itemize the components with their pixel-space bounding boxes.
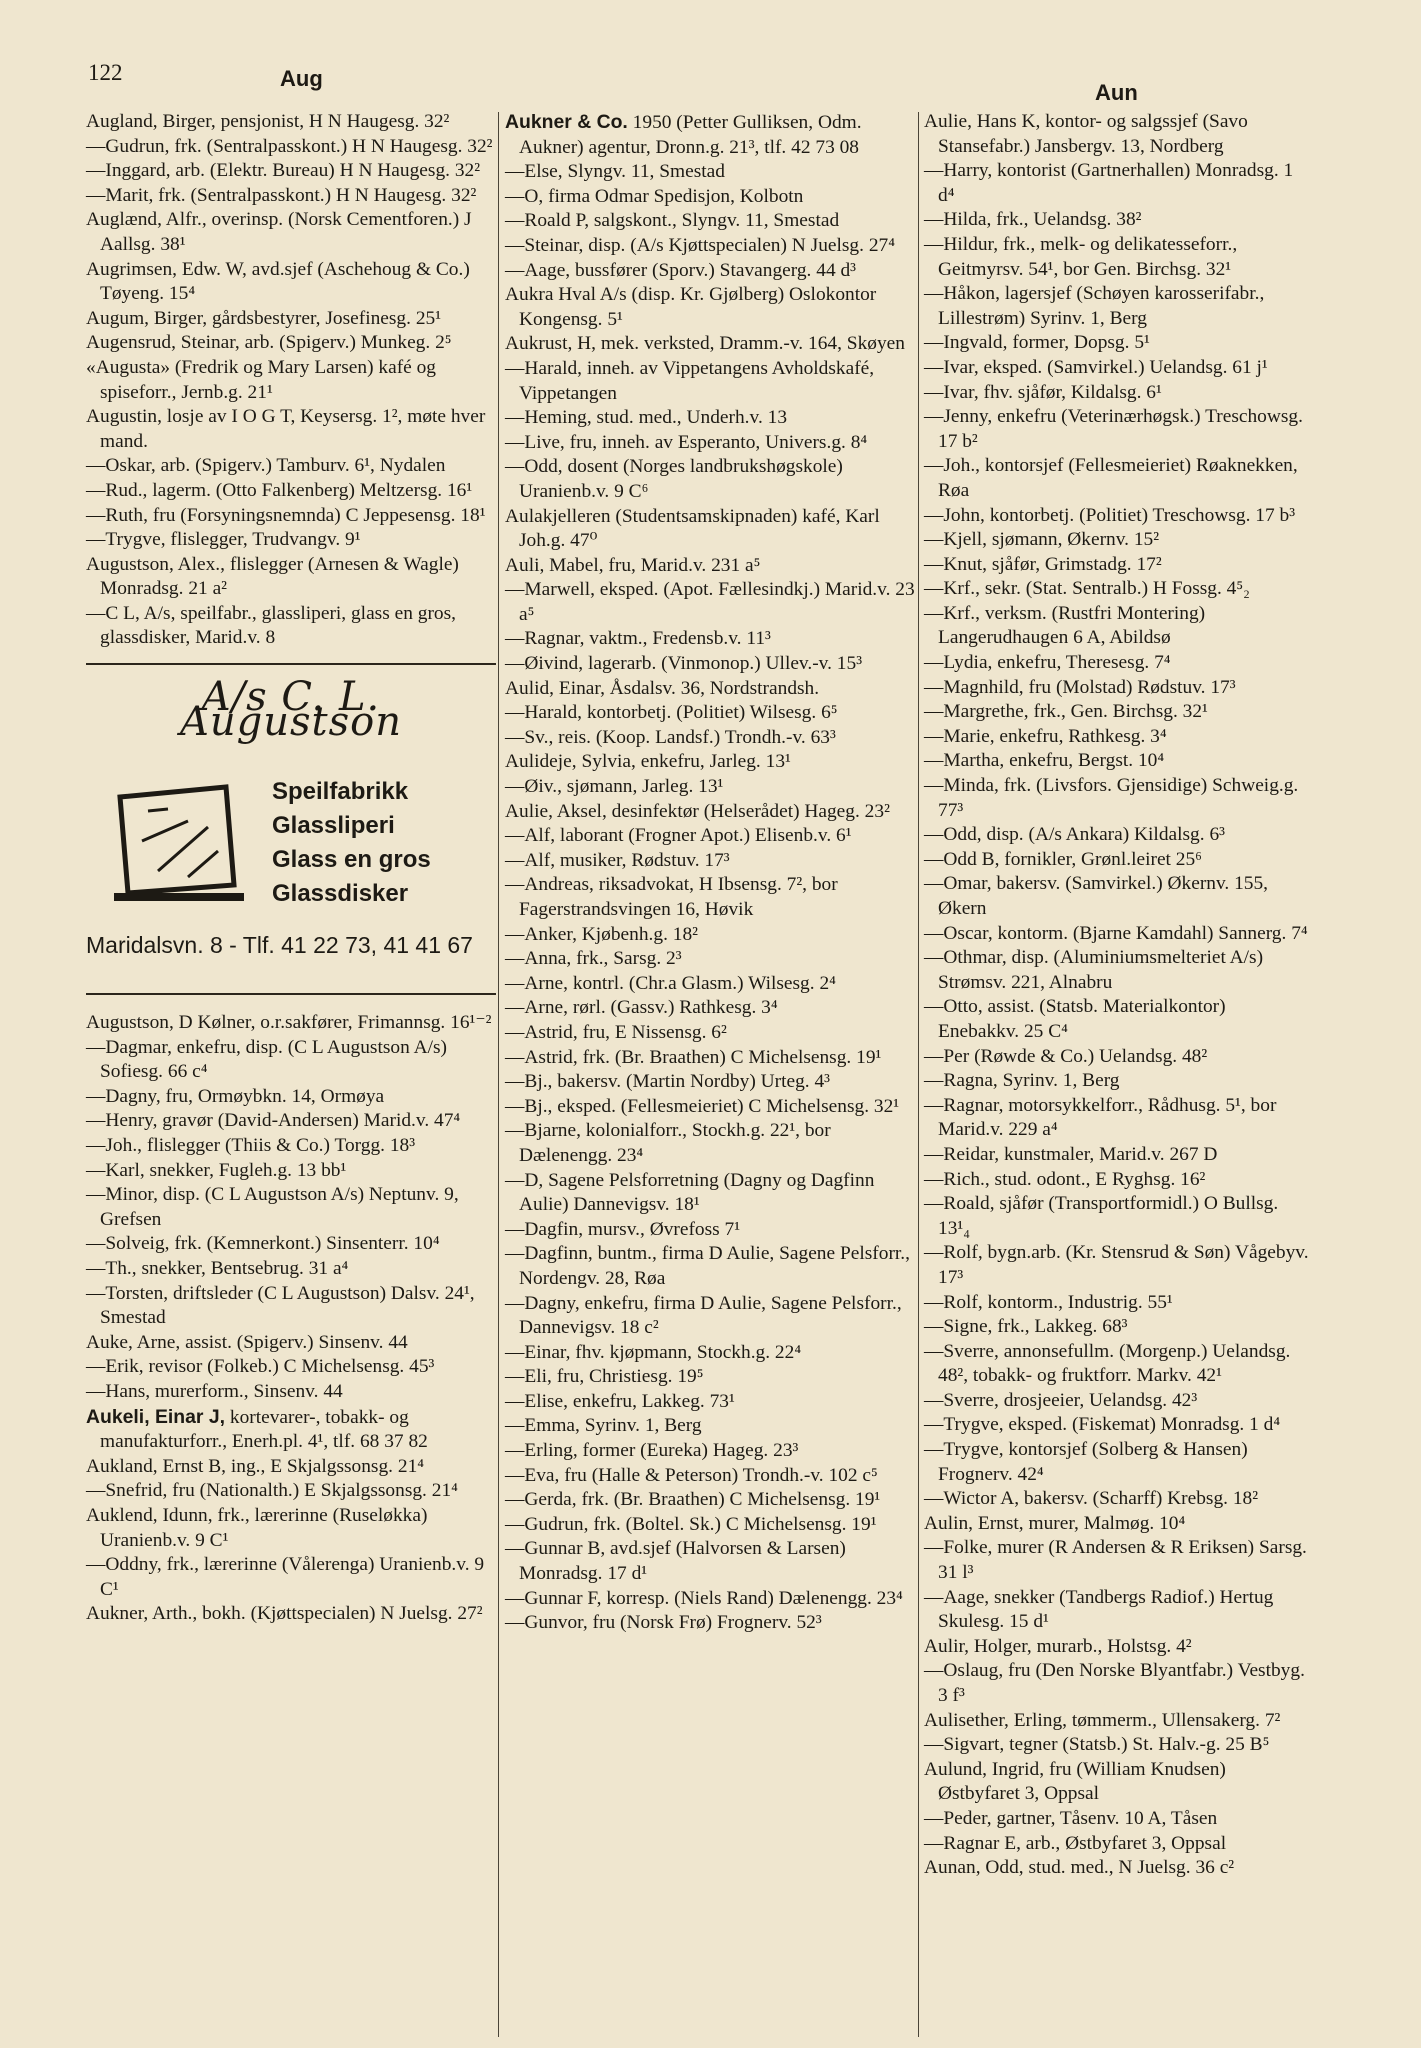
- directory-entry: [924, 233, 1309, 282]
- directory-entry: [505, 1439, 915, 1464]
- entry-text: —Solveig, frk. (Kemnerkont.) Sinsenterr. 10⁴: [86, 1233, 440, 1255]
- entry-text: —Bj., eksped. (Fellesmeieriet) C Michelsensg. 32¹: [505, 1095, 900, 1117]
- directory-entry: [924, 331, 1309, 356]
- directory-entry: [924, 1438, 1309, 1487]
- entry-text: —Dagfinn, buntm., firma D Aulie, Sagene Pelsforr., Nordengv. 28, Røa: [505, 1243, 910, 1289]
- entry-text: —Oddny, frk., lærerinne (Vålerenga) Uranienb.v. 9 C¹: [86, 1554, 485, 1600]
- entry-text: —Marit, frk. (Sentralpasskont.) H N Haugesg. 32²: [86, 184, 477, 206]
- directory-entry: [505, 1464, 915, 1489]
- directory-entry: [86, 356, 496, 405]
- entry-text: Aulie, Hans K, kontor- og salgssjef (Savo Stansefabr.) Jansbergv. 13, Nordberg: [924, 111, 1248, 157]
- entry-text: —Kjell, sjømann, Økernv. 15²: [924, 529, 1160, 551]
- column-2: [505, 110, 915, 1636]
- directory-entry: [505, 431, 915, 456]
- directory-entry: [86, 504, 496, 529]
- directory-entry: [505, 1414, 915, 1439]
- directory-entry: [86, 1504, 496, 1553]
- directory-entry: [86, 1036, 496, 1085]
- directory-entry: [924, 1094, 1309, 1143]
- directory-entry: [924, 1586, 1309, 1635]
- entry-text: —Otto, assist. (Statsb. Materialkontor) Enebakkv. 25 C⁴: [924, 996, 1226, 1042]
- entry-text: Augum, Birger, gårdsbestyrer, Josefinesg. 25¹: [86, 307, 442, 329]
- directory-entry: [86, 1011, 496, 1036]
- entry-text: —Bj., bakersv. (Martin Nordby) Urteg. 4³: [505, 1071, 830, 1093]
- entry-text: —John, kontorbetj. (Politiet) Treschowsg. 17 b³: [924, 504, 1296, 526]
- page-number: 122: [88, 60, 123, 85]
- directory-entry: [505, 972, 915, 997]
- entry-text: Augland, Birger, pensjonist, H N Haugesg. 32²: [86, 111, 450, 132]
- entry-text: —Oskar, arb. (Spigerv.) Tamburv. 6¹, Nydalen: [86, 455, 446, 477]
- directory-entry: [86, 1109, 496, 1134]
- directory-entry: [505, 1292, 915, 1341]
- entry-text: —Ragnar, vaktm., Fredensb.v. 11³: [505, 628, 771, 650]
- directory-entry: [86, 331, 496, 356]
- directory-entry: [924, 872, 1309, 921]
- entry-text: —Erik, revisor (Folkeb.) C Michelsensg. 45³: [86, 1356, 435, 1378]
- entry-text: —Harald, inneh. av Vippetangens Avholdskafé, Vippetangen: [505, 357, 875, 404]
- directory-entry: [924, 454, 1309, 503]
- entry-text: Augrimsen, Edw. W, avd.sjef (Aschehoug & Co.) Tøyeng. 15⁴: [86, 258, 470, 305]
- directory-entry: [505, 1119, 915, 1168]
- entry-text: —Snefrid, fru (Nationalth.) E Skjalgssonsg. 21⁴: [86, 1480, 458, 1502]
- entry-text: —Inggard, arb. (Elektr. Bureau) H N Haugesg. 32²: [86, 160, 481, 182]
- directory-entry: [505, 505, 915, 554]
- entry-text: —Odd, dosent (Norges landbrukshøgskole) Uranienb.v. 9 C⁶: [505, 456, 843, 502]
- entry-text: —Aage, bussfører (Sporv.) Stavangerg. 44 d³: [505, 259, 856, 281]
- directory-entry: [86, 454, 496, 479]
- entry-text: Aulideje, Sylvia, enkefru, Jarleg. 13¹: [505, 751, 791, 773]
- directory-entry: [86, 1159, 496, 1184]
- directory-entry: [86, 602, 496, 651]
- directory-entry: [86, 110, 496, 135]
- directory-entry: [924, 1241, 1309, 1290]
- directory-entry: [505, 1513, 915, 1538]
- entry-text: —Trygve, kontorsjef (Solberg & Hansen) Frognerv. 42⁴: [924, 1439, 1248, 1485]
- directory-entry: [86, 405, 496, 454]
- entry-text: —Eli, fru, Christiesg. 19⁵: [505, 1366, 704, 1388]
- entry-text: —Magnhild, fru (Molstad) Rødstuv. 17³: [924, 676, 1236, 698]
- directory-entry: [505, 1611, 915, 1636]
- entry-name-bold: Aukeli, Einar J,: [86, 1405, 226, 1428]
- column-divider: [498, 112, 499, 2037]
- directory-entry: [505, 234, 915, 259]
- ad-line: Glassliperi: [272, 812, 395, 840]
- entry-text: Aulund, Ingrid, fru (William Knudsen) Østbyfaret 3, Oppsal: [924, 1758, 1226, 1805]
- directory-entry: [86, 1479, 496, 1504]
- entry-text: —Henry, gravør (David-Andersen) Marid.v. 47⁴: [86, 1110, 461, 1132]
- directory-entry: [505, 1341, 915, 1366]
- entry-text: —Harry, kontorist (Gartnerhallen) Monradsg. 1 d⁴: [924, 160, 1294, 206]
- directory-entry: [924, 208, 1309, 233]
- entry-text: —Harald, kontorbetj. (Politiet) Wilsesg. 6⁵: [505, 702, 838, 724]
- entry-text: —Rolf, bygn.arb. (Kr. Stensrud & Søn) Vågebyv. 17³: [924, 1242, 1309, 1288]
- entry-text: —Torsten, driftsleder (C L Augustson) Dalsv. 24¹, Smestad: [86, 1282, 475, 1329]
- entry-text: Aukra Hval A/s (disp. Kr. Gjølberg) Oslokontor Kongensg. 5¹: [505, 284, 877, 330]
- directory-entry: [86, 1331, 496, 1356]
- directory-entry: [505, 1095, 915, 1120]
- entry-text: —Gunvor, fru (Norsk Frø) Frognerv. 52³: [505, 1612, 822, 1634]
- directory-entry: [505, 1218, 915, 1243]
- directory-entry: [86, 159, 496, 184]
- entry-text: «Augusta» (Fredrik og Mary Larsen) kafé og spiseforr., Jernb.g. 21¹: [86, 356, 437, 403]
- directory-entry: [505, 923, 915, 948]
- directory-entry: [505, 947, 915, 972]
- entry-text: Aulisether, Erling, tømmerm., Ullensakerg. 7²: [924, 1709, 1281, 1731]
- directory-entry: [86, 1134, 496, 1159]
- directory-entry: [86, 1183, 496, 1232]
- entry-text: —Heming, stud. med., Underh.v. 13: [505, 407, 788, 429]
- entry-text: Aulin, Ernst, murer, Malmøg. 10⁴: [924, 1512, 1186, 1534]
- directory-entry: [924, 848, 1309, 873]
- directory-entry: [86, 1355, 496, 1380]
- directory-entry: [505, 160, 915, 185]
- directory-entry: [86, 1232, 496, 1257]
- directory-entry: [924, 381, 1309, 406]
- entry-text: —D, Sagene Pelsforretning (Dagny og Dagfinn Aulie) Dannevigsv. 18¹: [505, 1169, 875, 1216]
- entry-text: —Jenny, enkefru (Veterinærhøgsk.) Treschowsg. 17 b²: [924, 406, 1303, 452]
- entry-text: —Hildur, frk., melk- og delikatesseforr., Geitmyrsv. 54¹, bor Gen. Birchsg. 32¹: [924, 233, 1238, 280]
- entry-text: Augensrud, Steinar, arb. (Spigerv.) Munkeg. 2⁵: [86, 332, 452, 354]
- directory-entry: [924, 1733, 1309, 1758]
- entry-text: —Ivar, eksped. (Samvirkel.) Uelandsg. 61 j¹: [924, 356, 1268, 378]
- directory-entry: [924, 110, 1309, 159]
- entry-text: —Lydia, enkefru, Theresesg. 7⁴: [924, 652, 1171, 674]
- directory-entry: [505, 726, 915, 751]
- directory-entry: [505, 873, 915, 922]
- entry-text: —Håkon, lagersjef (Schøyen karosserifabr., Lillestrøm) Syrinv. 1, Berg: [924, 283, 1265, 329]
- entry-text: —Øiv., sjømann, Jarleg. 13¹: [505, 776, 724, 798]
- directory-entry: [924, 1143, 1309, 1168]
- entry-text: —Astrid, fru, E Nissensg. 6²: [505, 1021, 727, 1043]
- entry-text: —Th., snekker, Bentsebrug. 31 a⁴: [86, 1258, 349, 1279]
- entry-text: —Einar, fhv. kjøpmann, Stockh.g. 22⁴: [505, 1341, 802, 1363]
- entry-text: —Knut, sjåfør, Grimstadg. 17²: [924, 553, 1162, 575]
- directory-entry: [924, 577, 1309, 602]
- directory-entry: [86, 135, 496, 160]
- entry-text: —Hans, murerform., Sinsenv. 44: [86, 1380, 343, 1402]
- directory-entry: [505, 185, 915, 210]
- entry-text: 1950 (Petter Gulliksen, Odm. Aukner) agentur, Dronn.g. 21³, tlf. 42 73 08: [519, 112, 862, 158]
- entry-text: —Gunnar B, avd.sjef (Halvorsen & Larsen) Monradsg. 17 d¹: [505, 1538, 846, 1585]
- ad-contact: Maridalsvn. 8 - Tlf. 41 22 73, 41 41 67: [86, 932, 473, 959]
- entry-text: —Emma, Syrinv. 1, Berg: [505, 1415, 702, 1437]
- directory-entry: [505, 1488, 915, 1513]
- entry-text: —Gerda, frk. (Br. Braathen) C Michelsensg. 19¹: [505, 1489, 881, 1511]
- directory-entry: [924, 922, 1309, 947]
- entry-text: —Oscar, kontorm. (Bjarne Kamdahl) Sannerg. 7⁴: [924, 922, 1308, 944]
- entry-text: Aulid, Einar, Åsdalsv. 36, Nordstrandsh.: [505, 677, 820, 699]
- directory-entry: [924, 528, 1309, 553]
- directory-entry: [86, 1257, 496, 1282]
- entry-text: —Joh., kontorsjef (Fellesmeieriet) Røaknekken, Røa: [924, 455, 1298, 501]
- directory-entry: [924, 356, 1309, 381]
- directory-entry: [86, 184, 496, 209]
- directory-entry: [505, 1046, 915, 1071]
- directory-entry: [924, 1758, 1309, 1807]
- directory-entry: [924, 159, 1309, 208]
- directory-entry: [924, 676, 1309, 701]
- directory-entry: [505, 677, 915, 702]
- entry-text: —Marie, enkefru, Rathkesg. 3⁴: [924, 725, 1167, 747]
- directory-entry: [505, 996, 915, 1021]
- directory-entry: [924, 602, 1309, 651]
- directory-entry: [505, 357, 915, 406]
- directory-entry: [86, 1553, 496, 1602]
- directory-entry: [86, 258, 496, 307]
- directory-entry: [505, 1587, 915, 1612]
- entry-text: —Rud., lagerm. (Otto Falkenberg) Meltzersg. 16¹: [86, 479, 473, 501]
- entry-text: —Astrid, frk. (Br. Braathen) C Michelsensg. 19¹: [505, 1046, 882, 1068]
- entry-text: —Alf, musiker, Rødstuv. 17³: [505, 849, 730, 871]
- entry-text: —Roald P, salgskont., Slyngv. 11, Smestad: [505, 210, 840, 232]
- directory-entry: [924, 1413, 1309, 1438]
- entry-text: —Reidar, kunstmaler, Marid.v. 267 D: [924, 1143, 1218, 1165]
- directory-entry: [924, 1192, 1309, 1241]
- entry-text: —Rolf, kontorm., Industrig. 55¹: [924, 1291, 1173, 1313]
- ad-title: A/s C. L. Augustson: [180, 674, 402, 745]
- entry-text: —Bjarne, kolonialforr., Stockh.g. 22¹, bor Dælenengg. 23⁴: [505, 1120, 831, 1166]
- entry-text: —Elise, enkefru, Lakkeg. 73¹: [505, 1390, 735, 1412]
- directory-entry: [505, 652, 915, 677]
- entry-text: —Signe, frk., Lakkeg. 68³: [924, 1316, 1128, 1338]
- directory-entry: [924, 1045, 1309, 1070]
- directory-entry: [924, 405, 1309, 454]
- directory-entry: [505, 283, 915, 332]
- directory-entry: [505, 209, 915, 234]
- directory-entry: [86, 479, 496, 504]
- entry-text: —Joh., flislegger (Thiis & Co.) Torgg. 18³: [86, 1135, 416, 1157]
- mirror-icon: [108, 781, 248, 907]
- entry-name-bold: Aukner & Co.: [505, 111, 628, 133]
- entry-text: Auli, Mabel, fru, Marid.v. 231 a⁵: [505, 554, 761, 576]
- directory-entry: [86, 553, 496, 602]
- entry-text: —Folke, murer (R Andersen & R Eriksen) Sarsg. 31 l³: [924, 1537, 1307, 1584]
- entry-text: —Andreas, riksadvokat, H Ibsensg. 7², bor Fagerstrandsvingen 16, Høvik: [505, 874, 838, 920]
- entry-text: Augustson, D Kølner, o.r.sakfører, Frimannsg. 16¹⁻²: [86, 1012, 492, 1034]
- entry-text: —Omar, bakersv. (Samvirkel.) Økernv. 155, Økern: [924, 873, 1269, 919]
- entry-text: —Dagmar, enkefru, disp. (C L Augustson A/s) Sofiesg. 66 c⁴: [86, 1036, 447, 1083]
- directory-entry: [924, 1340, 1309, 1389]
- directory-entry: [924, 1512, 1309, 1537]
- entry-text: —Marwell, eksped. (Apot. Fællesindkj.) Marid.v. 23 a⁵: [505, 579, 915, 625]
- directory-entry: [86, 208, 496, 257]
- entries-list: [505, 110, 915, 1636]
- directory-entry: [924, 553, 1309, 578]
- entry-text: —Ruth, fru (Forsyningsnemnda) C Jeppesensg. 18¹: [86, 504, 486, 526]
- directory-entry: [924, 1069, 1309, 1094]
- directory-entry: [924, 1832, 1309, 1857]
- directory-entry: [505, 406, 915, 431]
- directory-entry: [505, 701, 915, 726]
- running-head-right: Aun: [1095, 80, 1138, 105]
- entry-text: —Hilda, frk., Uelandsg. 38²: [924, 209, 1142, 231]
- directory-entry: [505, 332, 915, 357]
- directory-entry: [86, 1455, 496, 1480]
- directory-entry: [924, 946, 1309, 995]
- entry-text: —Gudrun, frk. (Boltel. Sk.) C Michelsensg. 19¹: [505, 1513, 877, 1535]
- divider: [86, 663, 496, 665]
- entry-text: Aulie, Aksel, desinfektør (Helserådet) Hageg. 23²: [505, 800, 890, 822]
- entry-text: —Oslaug, fru (Den Norske Blyantfabr.) Vestbyg. 3 f³: [924, 1660, 1305, 1706]
- directory-entry: [924, 1315, 1309, 1340]
- entry-text: —Arne, kontrl. (Chr.a Glasm.) Wilsesg. 2⁴: [505, 972, 836, 994]
- column-1: [86, 110, 496, 1627]
- entry-text: —Dagny, enkefru, firma D Aulie, Sagene Pelsforr., Dannevigsv. 18 c²: [505, 1292, 902, 1339]
- running-head-left: Aug: [280, 66, 323, 91]
- entries-list: [924, 110, 1309, 1881]
- entry-text: —Karl, snekker, Fugleh.g. 13 bb¹: [86, 1159, 347, 1181]
- directory-entry: [505, 578, 915, 627]
- directory-entry: [505, 1021, 915, 1046]
- directory-entry: [924, 700, 1309, 725]
- entry-text: —Eva, fru (Halle & Peterson) Trondh.-v. 102 c⁵: [505, 1464, 878, 1486]
- directory-entry: [924, 282, 1309, 331]
- directory-entry: [505, 1070, 915, 1095]
- entry-text: —O, firma Odmar Spedisjon, Kolbotn: [505, 185, 804, 207]
- directory-entry: [924, 1635, 1309, 1660]
- directory-entry: [924, 1291, 1309, 1316]
- entry-text: —Arne, rørl. (Gassv.) Rathkesg. 3⁴: [505, 997, 778, 1019]
- entry-text: —Anker, Kjøbenh.g. 18²: [505, 923, 698, 945]
- directory-entry: [924, 1659, 1309, 1708]
- entry-text: —Krf., sekr. (Stat. Sentralb.) H Fossg. 4⁵₂: [924, 578, 1250, 600]
- ad-line: Glassdisker: [272, 880, 409, 908]
- entry-text: —Odd, disp. (A/s Ankara) Kildalsg. 6³: [924, 824, 1225, 846]
- entry-text: Auke, Arne, assist. (Spigerv.) Sinsenv. 44: [86, 1331, 408, 1353]
- directory-entry: [505, 1390, 915, 1415]
- entry-text: —Peder, gartner, Tåsenv. 10 A, Tåsen: [924, 1807, 1218, 1829]
- directory-entry: [86, 1602, 496, 1627]
- entry-text: —Ivar, fhv. sjåfør, Kildalsg. 6¹: [924, 381, 1162, 403]
- entry-text: —Margrethe, frk., Gen. Birchsg. 32¹: [924, 701, 1208, 723]
- entry-text: —Roald, sjåfør (Transportformidl.) O Bullsg. 13¹₄: [924, 1193, 1279, 1239]
- ad-line: Speilfabrikk: [272, 778, 409, 806]
- directory-entry: [924, 725, 1309, 750]
- divider: [86, 993, 496, 995]
- entry-text: —Trygve, eksped. (Fiskemat) Monradsg. 1 d⁴: [924, 1414, 1281, 1436]
- directory-entry: [924, 1168, 1309, 1193]
- directory-entry: [505, 849, 915, 874]
- directory-entry: [505, 824, 915, 849]
- directory-entry: [924, 1389, 1309, 1414]
- entry-text: —Rich., stud. odont., E Ryghsg. 16²: [924, 1168, 1206, 1190]
- directory-entry: [924, 1856, 1309, 1881]
- entry-text: —Sverre, annonsefullm. (Morgenp.) Uelandsg. 48², tobakk- og fruktforr. Markv. 42¹: [924, 1340, 1291, 1387]
- entry-text: —Gudrun, frk. (Sentralpasskont.) H N Haugesg. 32²: [86, 135, 493, 157]
- directory-entry: [505, 1242, 915, 1291]
- directory-entry: [924, 651, 1309, 676]
- directory-entry: [86, 1085, 496, 1110]
- entry-text: Aulir, Holger, murarb., Holstsg. 4²: [924, 1635, 1192, 1657]
- entry-text: —Alf, laborant (Frogner Apot.) Elisenb.v. 6¹: [505, 825, 852, 847]
- entry-text: —Ragna, Syrinv. 1, Berg: [924, 1070, 1120, 1092]
- entry-text: —Sverre, drosjeeier, Uelandsg. 42³: [924, 1389, 1198, 1411]
- directory-entry: [86, 1282, 496, 1331]
- entry-text: Augustson, Alex., flislegger (Arnesen & Wagle) Monradsg. 21 a²: [86, 553, 459, 600]
- entry-text: Aukland, Ernst B, ing., E Skjalgssonsg. 21⁴: [86, 1455, 425, 1477]
- entries-list: [86, 110, 496, 651]
- directory-entry: [505, 259, 915, 284]
- directory-entry: [505, 110, 915, 160]
- entry-text: —Sigvart, tegner (Statsb.) St. Halv.-g. 25 B⁵: [924, 1734, 1270, 1756]
- entry-text: Augustin, losje av I O G T, Keysersg. 1², møte hver mand.: [86, 406, 486, 452]
- entry-text: —Aage, snekker (Tandbergs Radiof.) Hertug Skulesg. 15 d¹: [924, 1586, 1274, 1633]
- entry-text: —Minda, frk. (Livsfors. Gjensidige) Schweig.g. 77³: [924, 775, 1299, 821]
- directory-entry: [505, 1537, 915, 1586]
- entries-list: [86, 1011, 496, 1627]
- directory-entry: [924, 1536, 1309, 1585]
- column-3: [924, 110, 1309, 1881]
- entry-text: —Per (Røwde & Co.) Uelandsg. 48²: [924, 1045, 1208, 1067]
- entry-text: —Wictor A, bakersv. (Scharff) Krebsg. 18²: [924, 1488, 1259, 1510]
- directory-entry: [505, 1365, 915, 1390]
- entry-text: kortevarer-, tobakk- og manufakturforr., Enerh.pl. 4¹, tlf. 68 37 82: [100, 1406, 428, 1453]
- directory-entry: [505, 627, 915, 652]
- directory-entry: [505, 750, 915, 775]
- directory-entry: [505, 455, 915, 504]
- advertisement: [86, 674, 496, 981]
- entry-text: —Ragnar E, arb., Østbyfaret 3, Oppsal: [924, 1832, 1227, 1854]
- column-divider: [918, 112, 919, 2037]
- entry-text: —Sv., reis. (Koop. Landsf.) Trondh.-v. 63³: [505, 726, 836, 748]
- entry-text: Aukner, Arth., bokh. (Kjøttspecialen) N Juelsg. 27²: [86, 1603, 483, 1625]
- directory-entry: [86, 1380, 496, 1405]
- entry-text: —Ragnar, motorsykkelforr., Rådhusg. 5¹, bor Marid.v. 229 a⁴: [924, 1094, 1277, 1141]
- entry-text: —Dagfin, mursv., Øvrefoss 7¹: [505, 1218, 741, 1240]
- entry-text: —Othmar, disp. (Aluminiumsmelteriet A/s) Strømsv. 221, Alnabru: [924, 947, 1264, 993]
- directory-entry: [86, 528, 496, 553]
- directory-entry: [924, 504, 1309, 529]
- entry-text: Aunan, Odd, stud. med., N Juelsg. 36 c²: [924, 1857, 1235, 1879]
- directory-entry: [505, 800, 915, 825]
- directory-entry: [924, 1807, 1309, 1832]
- entry-text: Aulakjelleren (Studentsamskipnaden) kafé, Karl Joh.g. 47⁰: [505, 505, 880, 552]
- entry-text: —Else, Slyngv. 11, Smestad: [505, 161, 725, 183]
- entry-text: —Gunnar F, korresp. (Niels Rand) Dælenengg. 23⁴: [505, 1587, 903, 1609]
- directory-entry: [924, 1487, 1309, 1512]
- entry-text: —Martha, enkefru, Bergst. 10⁴: [924, 750, 1165, 772]
- entry-text: —C L, A/s, speilfabr., glassliperi, glass en gros, glassdisker, Marid.v. 8: [86, 602, 457, 649]
- entry-text: —Øivind, lagerarb. (Vinmonop.) Ullev.-v. 15³: [505, 653, 863, 675]
- directory-entry: [924, 1709, 1309, 1734]
- entry-text: —Anna, frk., Sarsg. 2³: [505, 948, 682, 970]
- entry-text: Aukrust, H, mek. verksted, Dramm.-v. 164, Skøyen: [505, 333, 905, 355]
- ad-services: [272, 775, 431, 911]
- ad-line: Glass en gros: [272, 846, 431, 874]
- entry-text: —Krf., verksm. (Rustfri Montering) Langerudhaugen 6 A, Abildsø: [924, 602, 1206, 649]
- directory-entry: [505, 775, 915, 800]
- entry-text: —Ingvald, former, Dopsg. 5¹: [924, 332, 1150, 354]
- entry-text: —Dagny, fru, Ormøybkn. 14, Ormøya: [86, 1085, 385, 1107]
- directory-entry: [924, 749, 1309, 774]
- directory-entry: [924, 995, 1309, 1044]
- entry-text: —Trygve, flislegger, Trudvangv. 9¹: [86, 529, 361, 551]
- entry-text: —Live, fru, inneh. av Esperanto, Univers.g. 8⁴: [505, 431, 868, 453]
- entry-text: —Erling, former (Eureka) Hageg. 23³: [505, 1440, 799, 1462]
- directory-entry: [86, 307, 496, 332]
- entry-text: —Minor, disp. (C L Augustson A/s) Neptunv. 9, Grefsen: [86, 1184, 459, 1230]
- directory-entry: [924, 823, 1309, 848]
- entry-text: —Odd B, fornikler, Grønl.leiret 25⁶: [924, 848, 1202, 870]
- directory-entry: [924, 774, 1309, 823]
- directory-entry: [505, 554, 915, 579]
- entry-text: —Steinar, disp. (A/s Kjøttspecialen) N Juelsg. 27⁴: [505, 234, 895, 256]
- entry-text: Auglænd, Alfr., overinsp. (Norsk Cementforen.) J Aallsg. 38¹: [86, 209, 472, 255]
- entry-text: Auklend, Idunn, frk., lærerinne (Ruseløkka) Uranienb.v. 9 C¹: [86, 1504, 428, 1551]
- directory-entry: [505, 1169, 915, 1218]
- directory-entry: [86, 1405, 496, 1455]
